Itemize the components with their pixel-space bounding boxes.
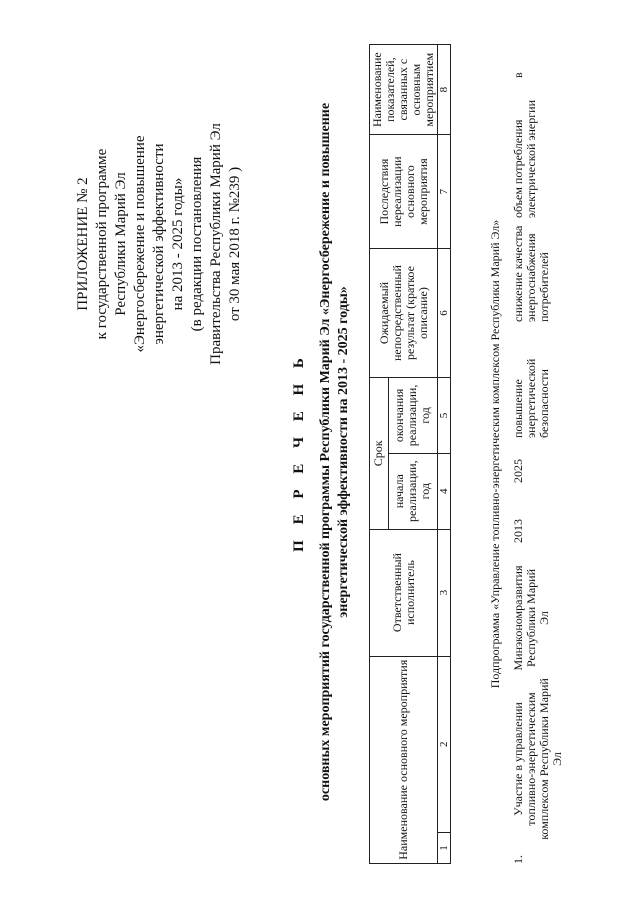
row-indicators: объем потребления электрической энергии	[511, 99, 538, 218]
approval-line: (в редакции постановления	[189, 156, 205, 332]
approval-line: Правительства Республики Марий Эл	[208, 123, 224, 365]
column-number	[438, 656, 451, 863]
row-expected-result: повышение энергетической безопасности	[511, 358, 551, 438]
column-number-7: 7	[438, 135, 451, 249]
approval-line: от 30 мая 2018 г. №239 )	[227, 166, 243, 322]
measures-table	[369, 44, 451, 864]
header-term: Срок	[370, 378, 389, 530]
header-start-year: начала реализации, год	[388, 453, 437, 529]
row-end-year: 2025	[511, 459, 525, 483]
header-end-year: окончания реализации, год	[388, 378, 437, 454]
column-number-4: 4	[438, 453, 451, 529]
approval-line: к государственной программе	[94, 148, 110, 340]
approval-line: на 2013 - 2025 годы»	[170, 177, 186, 311]
row-start-year: 2013	[511, 519, 525, 543]
column-number-8: 8	[438, 45, 451, 135]
column-number-6: 6	[438, 248, 451, 377]
document-title: П Е Р Е Ч Е Н Ь	[291, 352, 307, 552]
approval-line: «Энергосбережение и повышение	[132, 135, 148, 353]
approval-line: Республики Марий Эл	[113, 172, 129, 316]
subprogram-heading: Подпрограмма «Управление топливно-энергетическим комплексом Республики Марий Эл»	[488, 219, 502, 689]
row-measure-name: Участие в управлении топливно-энергетическим комплексом Республики Марий Эл	[511, 678, 564, 840]
header-indicators: Наименование показателей, связанных с основным мероприятием	[370, 45, 438, 135]
subtitle-line-1: основных мероприятий государственной программы Республики Марий Эл «Энергосбережение и повышение	[318, 102, 333, 802]
row-consequences: снижение качества энергоснабжения потребителей	[511, 225, 551, 322]
subtitle-line-2: энергетической эффективности на 2013 - 2025 годы»	[336, 286, 351, 618]
header-measure-name: Наименование основного мероприятия	[370, 656, 438, 863]
header-consequences: Последствия нереализации основного мероприятия	[370, 135, 438, 249]
header-expected-result: Ожидаемый непосредственный результат (краткое описание)	[370, 248, 438, 377]
column-number-1: 1	[438, 832, 450, 863]
column-number-5: 5	[438, 378, 451, 454]
approval-block	[74, 54, 245, 434]
approval-line: ПРИЛОЖЕНИЕ № 2	[75, 177, 91, 311]
document-subtitle	[317, 40, 353, 864]
column-number-2: 2	[438, 741, 450, 748]
header-executor: Ответственный исполнитель	[370, 529, 438, 656]
approval-line: энергетической эффективности	[151, 143, 167, 345]
column-number-3: 3	[438, 529, 451, 656]
row-trailing-text: в	[511, 72, 525, 78]
row-executor: Минэкономразвития Республики Марий Эл	[511, 565, 551, 671]
row-number: 1.	[511, 855, 525, 864]
